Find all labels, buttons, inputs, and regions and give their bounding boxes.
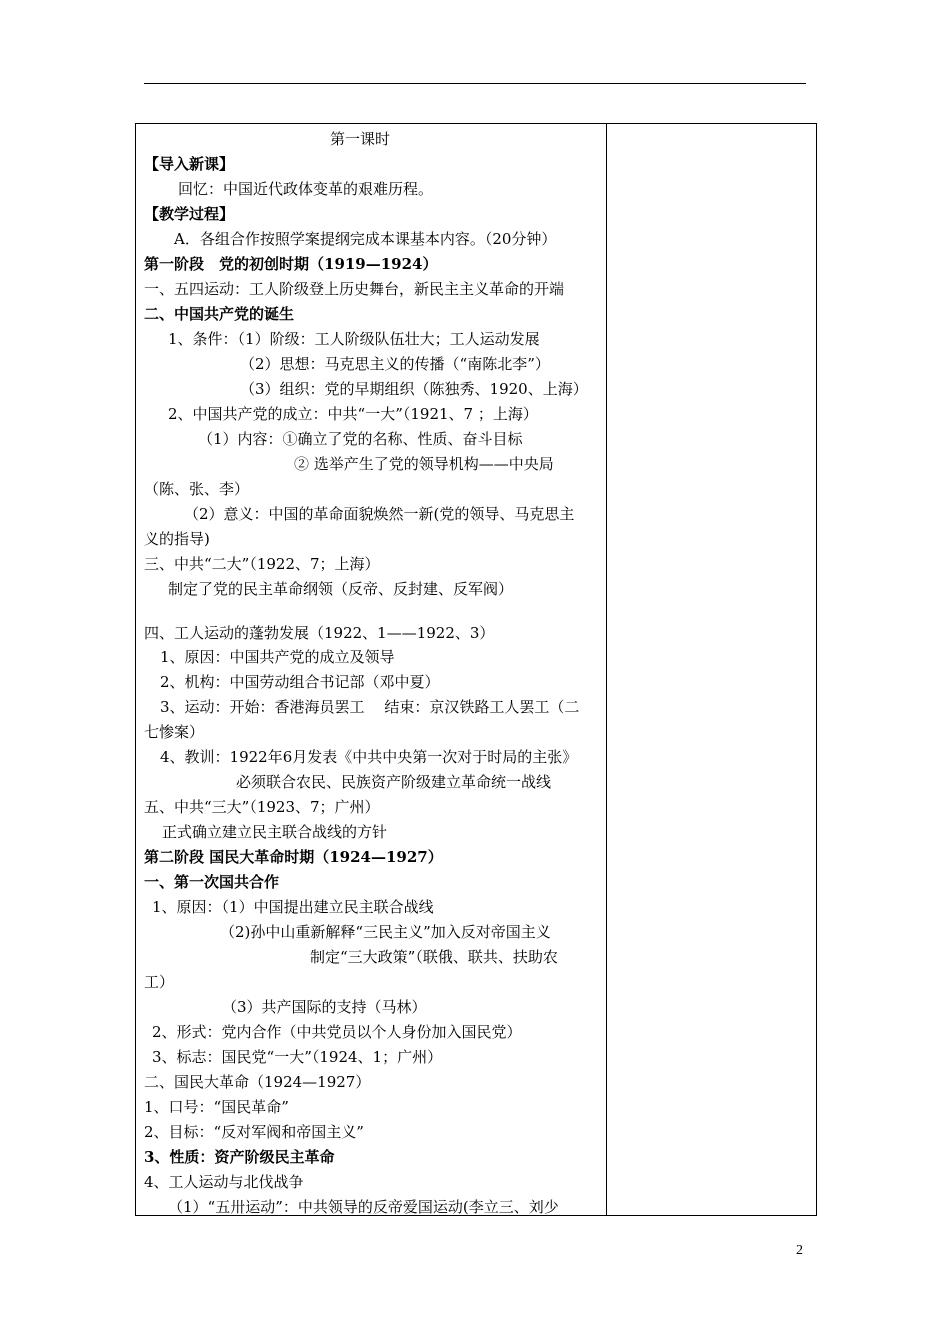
text-line: ② 选举产生了党的领导机构——中央局 <box>294 455 554 473</box>
text-line: 1、条件：（1）阶级：工人阶级队伍壮大；工人运动发展 <box>168 330 540 348</box>
text-line: （3）组织：党的早期组织（陈独秀、1920、上海） <box>240 380 588 398</box>
text-line: 第一课时 <box>330 130 391 148</box>
text-line: 四、工人运动的蓬勃发展（1922、1——1922、3） <box>144 624 495 642</box>
text-line: 正式确立建立民主联合战线的方针 <box>162 823 388 841</box>
text-line: 2、机构：中国劳动组合书记部（邓中夏） <box>160 673 440 691</box>
text-line: 2、中国共产党的成立：中共“一大”（1921、7 ；上海） <box>168 405 538 423</box>
text-line: 3、运动：开始：香港海员罢工 结束：京汉铁路工人罢工（二 <box>160 698 580 716</box>
text-line: 三、中共“二大”（1922、7；上海） <box>144 555 380 573</box>
text-line: 五、中共“三大”（1923、7；广州） <box>144 798 380 816</box>
text-line: 二、国民大革命（1924—1927） <box>144 1073 371 1091</box>
text-line: 2、目标：“反对军阀和帝国主义” <box>144 1123 364 1141</box>
text-line: （陈、张、李） <box>144 480 250 498</box>
text-line: 【教学过程】 <box>144 205 235 223</box>
text-line: （2）思想：马克思主义的传播（“南陈北李”） <box>240 355 550 373</box>
text-line: 制定了党的民主革命纲领（反帝、反封建、反军阀） <box>168 580 514 598</box>
text-line: （1）内容：①确立了党的名称、性质、奋斗目标 <box>198 430 523 448</box>
text-line: 4、教训：1922年6月发表《中共中央第一次对于时局的主张》 <box>160 748 578 766</box>
text-line: 1、口号：“国民革命” <box>144 1098 289 1116</box>
page-number: 2 <box>796 1243 803 1258</box>
text-line: 3、性质：资产阶级民主革命 <box>144 1148 335 1166</box>
text-line: 必须联合农民、民族资产阶级建立革命统一战线 <box>236 773 552 791</box>
text-line: 4、工人运动与北伐战争 <box>144 1173 304 1191</box>
text-line: 制定“三大政策”（联俄、联共、扶助农 <box>310 948 558 966</box>
text-line: 1、原因：中国共产党的成立及领导 <box>160 648 395 666</box>
text-line: 【导入新课】 <box>144 155 235 173</box>
text-line: 七惨案） <box>144 723 205 741</box>
text-line: 2、形式：党内合作（中共党员以个人身份加入国民党） <box>152 1023 522 1041</box>
text-line: 1、原因：（1）中国提出建立民主联合战线 <box>152 898 434 916</box>
text-line: （3）共产国际的支持（马林） <box>222 998 427 1016</box>
text-line: 工） <box>144 973 175 991</box>
text-line: 回忆：中国近代政体变革的艰难历程。 <box>178 180 434 198</box>
text-line: 一、第一次国共合作 <box>144 873 280 891</box>
text-line: （2)孙中山重新解释“三民主义”加入反对帝国主义 <box>220 923 551 941</box>
text-line: 第二阶段 国民大革命时期（1924—1927） <box>144 848 443 866</box>
text-line: 第一阶段 党的初创时期（1919—1924） <box>144 255 438 273</box>
text-line: 3、标志：国民党“一大”（1924、1；广州） <box>152 1048 443 1066</box>
text-line: （2）意义：中国的革命面貌焕然一新(党的领导、马克思主 <box>184 505 575 523</box>
header-rule <box>144 83 806 84</box>
text-line: 一、五四运动：工人阶级登上历史舞台，新民主主义革命的开端 <box>144 280 565 298</box>
text-line: A．各组合作按照学案提纲完成本课基本内容。（20分钟） <box>174 230 557 248</box>
text-line: （1）“五卅运动”：中共领导的反帝爱国运动(李立三、刘少 <box>168 1198 559 1216</box>
text-line: 义的指导) <box>144 530 210 548</box>
text-line: 二、中国共产党的诞生 <box>144 305 295 323</box>
